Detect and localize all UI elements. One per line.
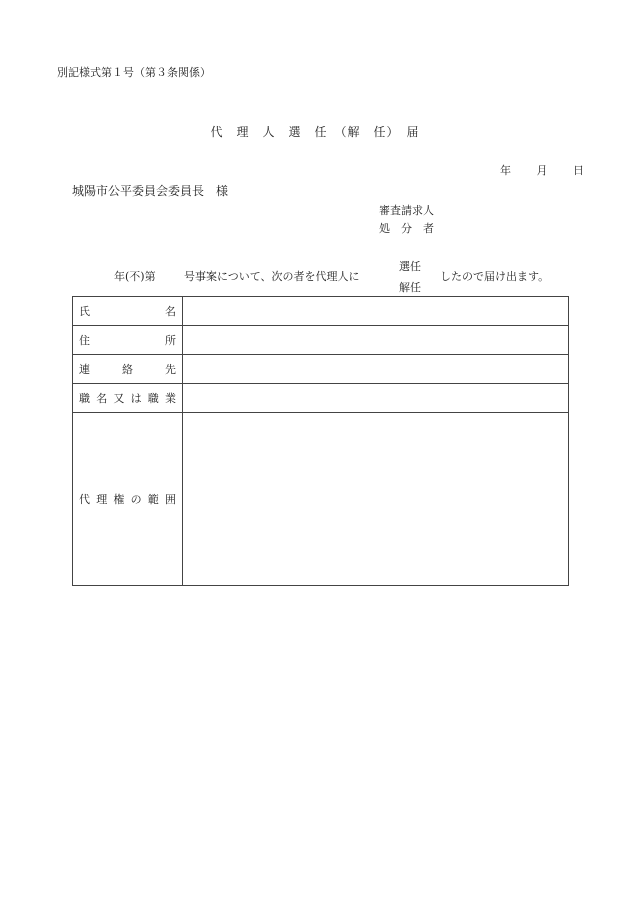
table-row xyxy=(73,355,569,384)
party-respondent: 処 分 者 xyxy=(379,222,434,235)
field-scope[interactable] xyxy=(183,413,569,586)
form-reference: 別記様式第１号（第３条関係） xyxy=(57,66,211,79)
choice-dismiss: 解任 xyxy=(399,281,421,294)
statement-case-year: 年(不)第 xyxy=(114,270,156,283)
date-line: 年 月 日 xyxy=(500,164,584,177)
addressee: 城陽市公平委員会委員長 様 xyxy=(72,184,229,198)
table-row xyxy=(73,413,569,586)
field-address[interactable] xyxy=(183,326,569,355)
statement-closing: したので届け出ます。 xyxy=(440,270,550,283)
table-row xyxy=(73,297,569,326)
party-applicant: 審査請求人 xyxy=(379,204,434,217)
label-occupation: 職名又は職業 xyxy=(73,384,183,413)
choice-appoint: 選任 xyxy=(399,260,421,273)
field-name[interactable] xyxy=(183,297,569,326)
label-scope: 代理権の範囲 xyxy=(73,413,183,586)
table-row xyxy=(73,326,569,355)
label-address: 住所 xyxy=(73,326,183,355)
field-contact[interactable] xyxy=(183,355,569,384)
document-title: 代 理 人 選 任 （解 任） 届 xyxy=(210,125,420,139)
label-name: 氏名 xyxy=(73,297,183,326)
label-contact: 連絡先 xyxy=(73,355,183,384)
agent-form-table xyxy=(72,296,569,586)
field-occupation[interactable] xyxy=(183,384,569,413)
table-row xyxy=(73,384,569,413)
statement-text: 号事案について、次の者を代理人に xyxy=(184,270,360,283)
